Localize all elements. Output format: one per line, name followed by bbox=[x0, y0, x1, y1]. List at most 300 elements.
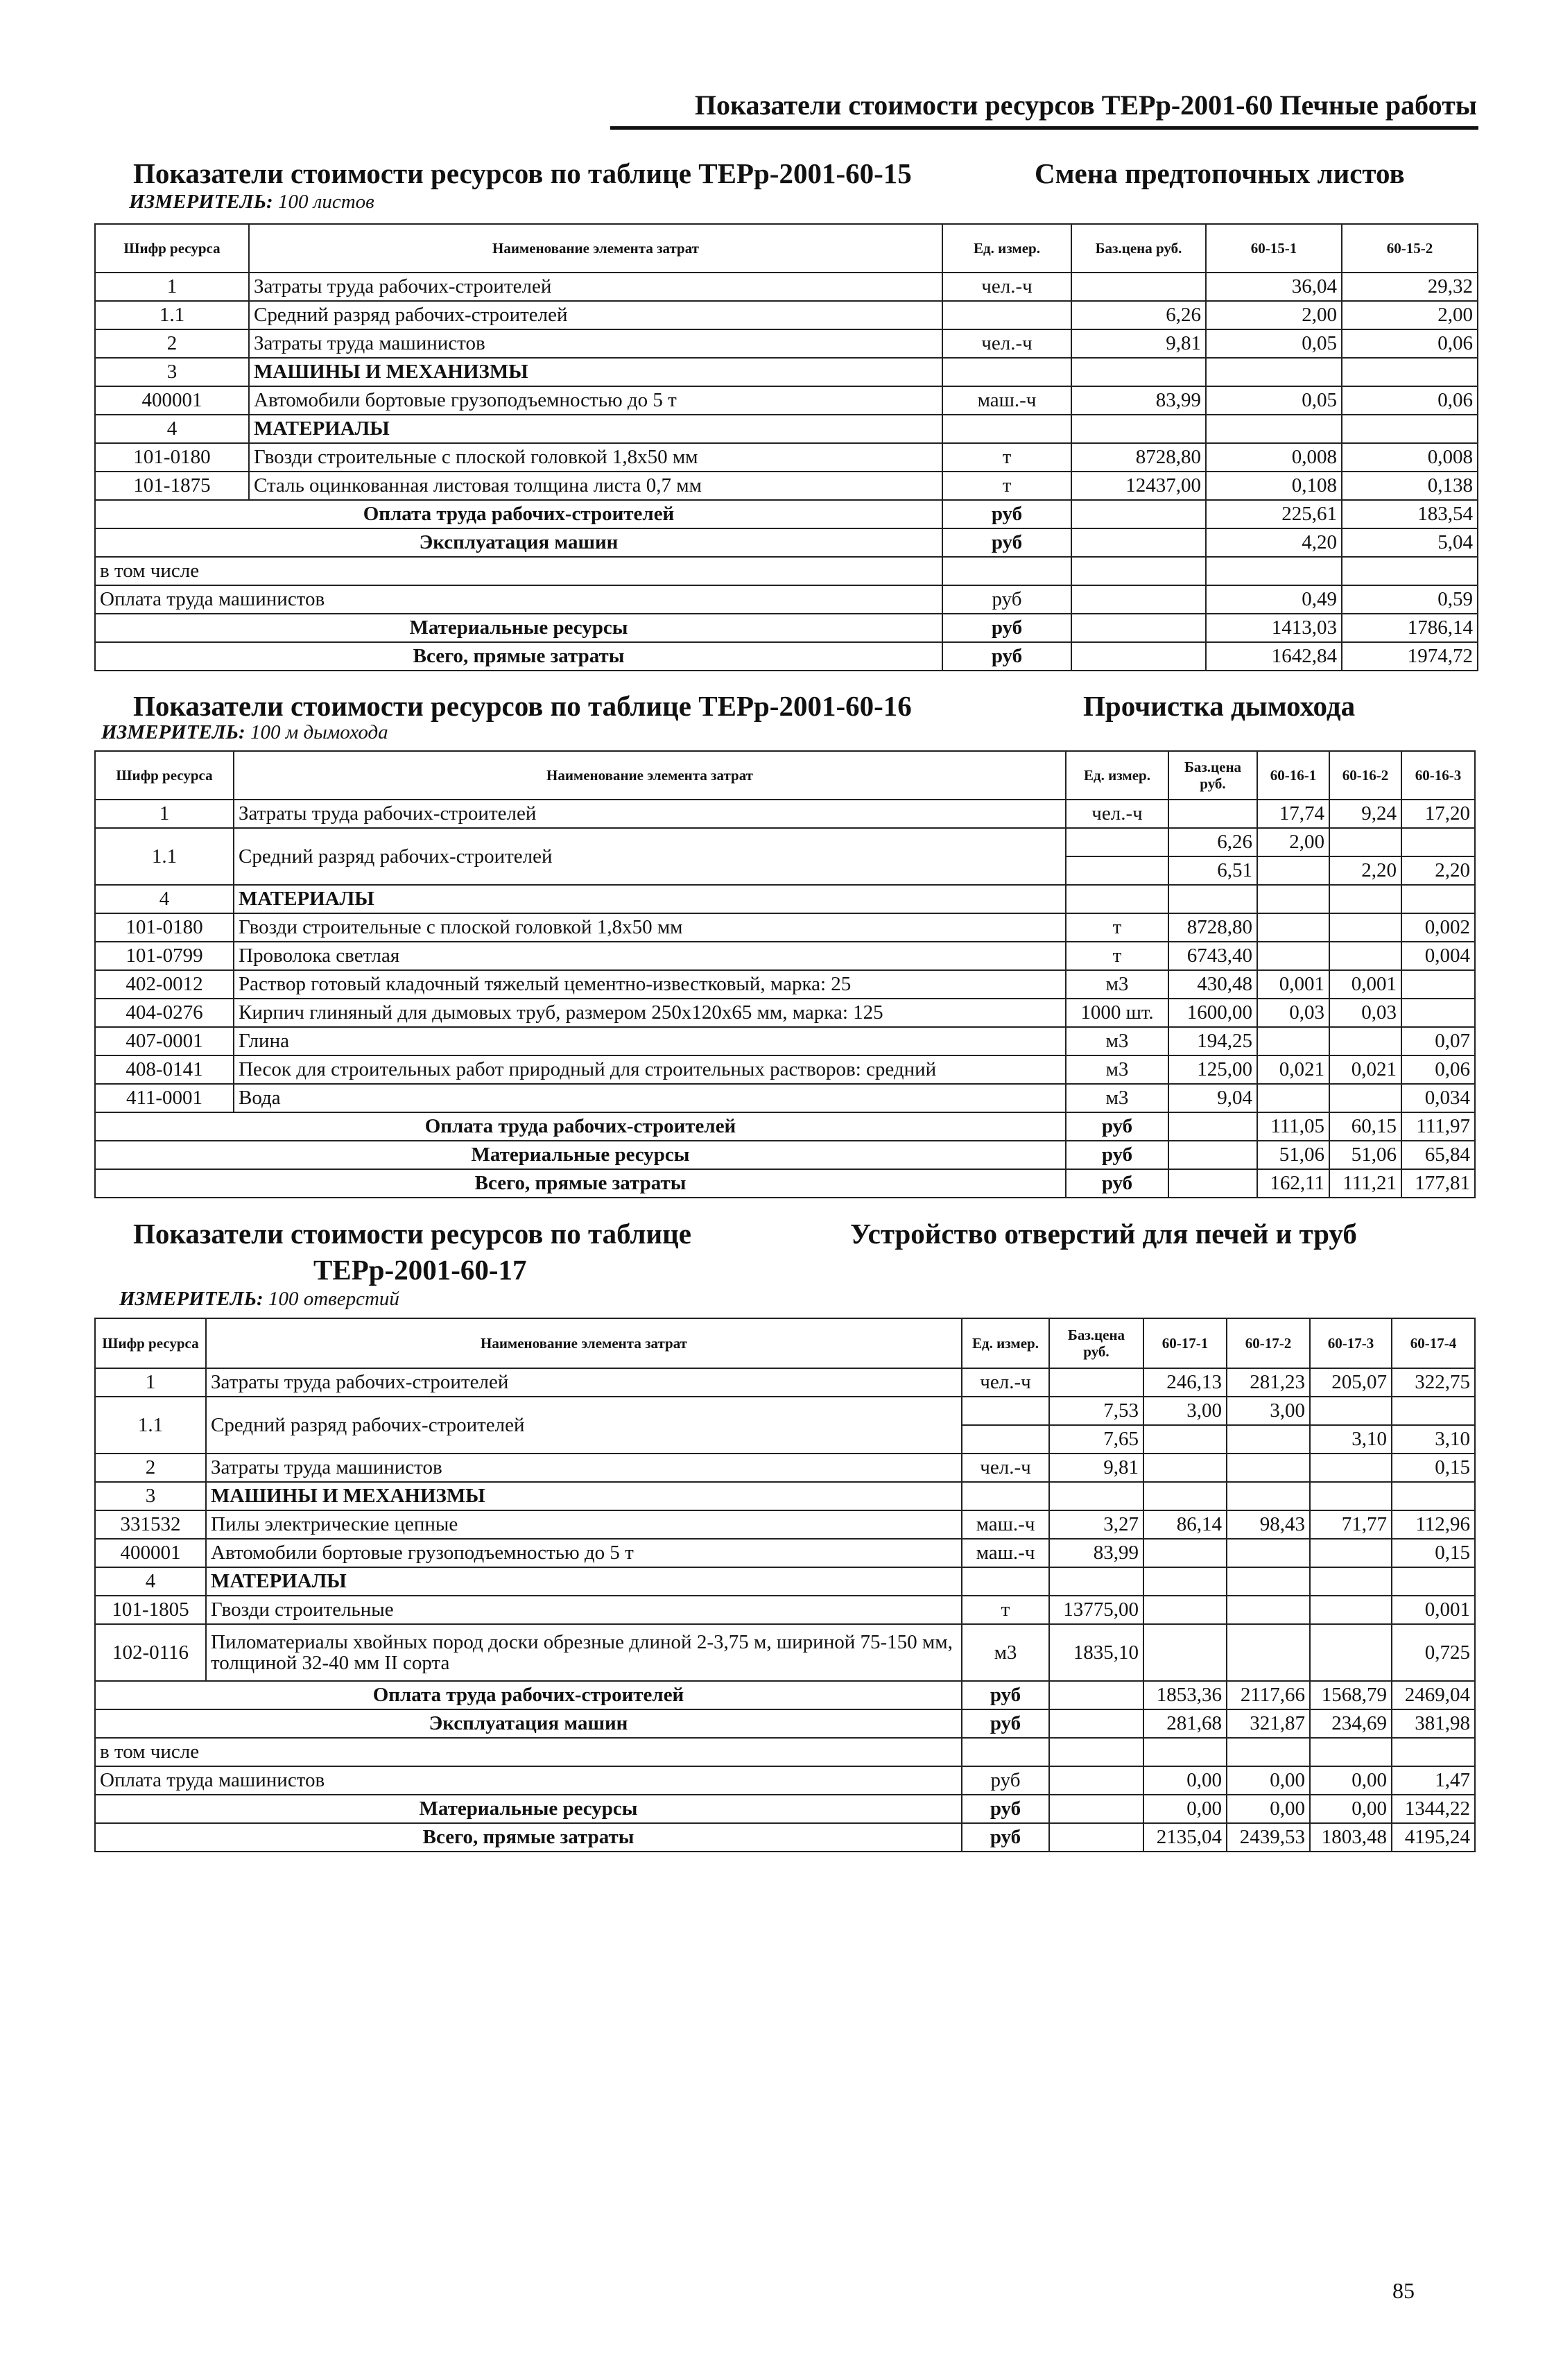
resource-name: Кирпич глиняный для дымовых труб, размером 250х120х65 мм, марка: 125 bbox=[234, 999, 1066, 1027]
unit-cell: руб bbox=[1066, 1169, 1168, 1198]
value-cell: 162,11 bbox=[1257, 1169, 1329, 1198]
resource-name: Песок для строительных работ природный для строительных растворов: средний bbox=[234, 1055, 1066, 1084]
col-header-code-2: 60-16-2 bbox=[1329, 751, 1401, 800]
table-row bbox=[95, 1624, 1475, 1681]
resource-code: 4 bbox=[95, 1567, 206, 1596]
resource-name: Гвозди строительные с плоской головкой 1,8х50 мм bbox=[234, 913, 1066, 942]
table-row bbox=[95, 1482, 1475, 1510]
value-cell: 4,20 bbox=[1206, 528, 1342, 557]
section-15-title: Показатели стоимости ресурсов по таблице ТЕРр-2001-60-15 bbox=[133, 157, 912, 189]
unit-cell: т bbox=[962, 1596, 1049, 1624]
totals-row bbox=[95, 614, 1478, 642]
unit-cell: маш.-ч bbox=[962, 1510, 1049, 1539]
value-cell: 0,05 bbox=[1206, 386, 1342, 415]
resource-code: 101-0180 bbox=[95, 443, 249, 472]
resource-name: Затраты труда рабочих-строителей bbox=[234, 800, 1066, 828]
resource-name: Раствор готовый кладочный тяжелый цементно-известковый, марка: 25 bbox=[234, 970, 1066, 999]
resource-code: 101-0180 bbox=[95, 913, 234, 942]
value-cell bbox=[1392, 1482, 1475, 1510]
value-cell: 65,84 bbox=[1401, 1141, 1475, 1169]
value-cell bbox=[1257, 913, 1329, 942]
resource-code: 331532 bbox=[95, 1510, 206, 1539]
resource-code: 2 bbox=[95, 329, 249, 358]
resource-name: Затраты труда машинистов bbox=[206, 1454, 962, 1482]
value-cell: 4195,24 bbox=[1392, 1823, 1475, 1852]
base-price-cell bbox=[1049, 1681, 1143, 1709]
value-cell bbox=[1143, 1482, 1227, 1510]
base-price-cell bbox=[1071, 415, 1206, 443]
value-cell: 0,00 bbox=[1227, 1795, 1310, 1823]
base-price-cell bbox=[1049, 1795, 1143, 1823]
value-cell bbox=[1401, 885, 1475, 913]
value-cell: 3,10 bbox=[1310, 1425, 1392, 1454]
value-cell: 51,06 bbox=[1257, 1141, 1329, 1169]
group-heading: МАТЕРИАЛЫ bbox=[249, 415, 942, 443]
base-price-cell bbox=[1071, 642, 1206, 671]
col-header-code: Шифр ресурса bbox=[95, 224, 249, 273]
col-header-name: Наименование элемента затрат bbox=[249, 224, 942, 273]
base-price-cell: 12437,00 bbox=[1071, 472, 1206, 500]
resource-code: 101-1875 bbox=[95, 472, 249, 500]
value-cell bbox=[1310, 1624, 1392, 1681]
base-price-cell bbox=[1071, 585, 1206, 614]
value-cell bbox=[1310, 1482, 1392, 1510]
resource-code: 411-0001 bbox=[95, 1084, 234, 1112]
section-17-measure bbox=[119, 1288, 399, 1311]
base-price-cell bbox=[1168, 1112, 1257, 1141]
totals-label: Эксплуатация машин bbox=[95, 528, 942, 557]
unit-cell: т bbox=[942, 443, 1071, 472]
value-cell bbox=[1401, 828, 1475, 856]
value-cell: 0,021 bbox=[1329, 1055, 1401, 1084]
value-cell: 1803,48 bbox=[1310, 1823, 1392, 1852]
resource-name: Пилы электрические цепные bbox=[206, 1510, 962, 1539]
table-row bbox=[95, 1567, 1475, 1596]
value-cell bbox=[1310, 1454, 1392, 1482]
value-cell: 1642,84 bbox=[1206, 642, 1342, 671]
totals-row bbox=[95, 1709, 1475, 1738]
value-cell: 3,00 bbox=[1143, 1397, 1227, 1425]
value-cell bbox=[1206, 415, 1342, 443]
measure-label: ИЗМЕРИТЕЛЬ: bbox=[119, 1288, 264, 1310]
unit-cell bbox=[942, 415, 1071, 443]
base-price-cell bbox=[1071, 358, 1206, 386]
unit-cell: м3 bbox=[1066, 1027, 1168, 1055]
group-heading: МАШИНЫ И МЕХАНИЗМЫ bbox=[206, 1482, 962, 1510]
value-cell: 0,008 bbox=[1342, 443, 1478, 472]
value-cell bbox=[1257, 942, 1329, 970]
base-price-cell bbox=[1049, 1567, 1143, 1596]
base-price-cell bbox=[1071, 557, 1206, 585]
unit-cell: руб bbox=[962, 1681, 1049, 1709]
table-row bbox=[95, 273, 1478, 301]
value-cell bbox=[1227, 1567, 1310, 1596]
unit-cell bbox=[942, 358, 1071, 386]
unit-cell: м3 bbox=[962, 1624, 1049, 1681]
unit-cell: чел.-ч bbox=[962, 1454, 1049, 1482]
value-cell: 321,87 bbox=[1227, 1709, 1310, 1738]
base-price-cell: 1600,00 bbox=[1168, 999, 1257, 1027]
table-row bbox=[95, 1055, 1475, 1084]
value-cell bbox=[1310, 1539, 1392, 1567]
value-cell bbox=[1227, 1738, 1310, 1766]
resource-code: 3 bbox=[95, 358, 249, 386]
totals-row bbox=[95, 642, 1478, 671]
value-cell: 1,47 bbox=[1392, 1766, 1475, 1795]
base-price-cell: 9,04 bbox=[1168, 1084, 1257, 1112]
value-cell: 0,49 bbox=[1206, 585, 1342, 614]
table-row bbox=[95, 1510, 1475, 1539]
value-cell bbox=[1227, 1596, 1310, 1624]
unit-cell: т bbox=[1066, 913, 1168, 942]
table-row bbox=[95, 1084, 1475, 1112]
totals-label: Материальные ресурсы bbox=[95, 614, 942, 642]
col-header-name: Наименование элемента затрат bbox=[234, 751, 1066, 800]
value-cell bbox=[1329, 1027, 1401, 1055]
base-price-cell: 3,27 bbox=[1049, 1510, 1143, 1539]
unit-cell: маш.-ч bbox=[942, 386, 1071, 415]
unit-cell bbox=[962, 1567, 1049, 1596]
table-row bbox=[95, 913, 1475, 942]
value-cell: 1413,03 bbox=[1206, 614, 1342, 642]
value-cell: 2,00 bbox=[1257, 828, 1329, 856]
col-header-unit: Ед. измер. bbox=[942, 224, 1071, 273]
value-cell: 0,004 bbox=[1401, 942, 1475, 970]
value-cell: 86,14 bbox=[1143, 1510, 1227, 1539]
resource-code: 408-0141 bbox=[95, 1055, 234, 1084]
resource-code: 4 bbox=[95, 415, 249, 443]
value-cell bbox=[1310, 1738, 1392, 1766]
unit-cell: руб bbox=[942, 528, 1071, 557]
resource-name: Средний разряд рабочих-строителей bbox=[234, 828, 1066, 885]
totals-label: Оплата труда рабочих-строителей bbox=[95, 500, 942, 528]
base-price-cell bbox=[1049, 1766, 1143, 1795]
unit-cell: чел.-ч bbox=[942, 329, 1071, 358]
value-cell: 234,69 bbox=[1310, 1709, 1392, 1738]
value-cell: 246,13 bbox=[1143, 1368, 1227, 1397]
resource-name: Средний разряд рабочих-строителей bbox=[249, 301, 942, 329]
value-cell: 183,54 bbox=[1342, 500, 1478, 528]
value-cell: 60,15 bbox=[1329, 1112, 1401, 1141]
table-60-16 bbox=[94, 750, 1476, 1198]
resource-code: 1 bbox=[95, 1368, 206, 1397]
base-price-cell: 125,00 bbox=[1168, 1055, 1257, 1084]
base-price-cell: 9,81 bbox=[1071, 329, 1206, 358]
col-header-code-4: 60-17-4 bbox=[1392, 1318, 1475, 1368]
value-cell bbox=[1342, 415, 1478, 443]
unit-cell: м3 bbox=[1066, 1055, 1168, 1084]
totals-row bbox=[95, 585, 1478, 614]
value-cell: 322,75 bbox=[1392, 1368, 1475, 1397]
totals-label: Материальные ресурсы bbox=[95, 1795, 962, 1823]
base-price-cell bbox=[1049, 1738, 1143, 1766]
table-row bbox=[95, 1539, 1475, 1567]
value-cell: 1786,14 bbox=[1342, 614, 1478, 642]
value-cell: 0,001 bbox=[1392, 1596, 1475, 1624]
value-cell: 3,10 bbox=[1392, 1425, 1475, 1454]
totals-label: Оплата труда рабочих-строителей bbox=[95, 1681, 962, 1709]
resource-code: 402-0012 bbox=[95, 970, 234, 999]
value-cell bbox=[1143, 1567, 1227, 1596]
value-cell bbox=[1329, 828, 1401, 856]
measure-label: ИЗМЕРИТЕЛЬ: bbox=[129, 191, 273, 213]
value-cell: 5,04 bbox=[1342, 528, 1478, 557]
base-price-cell: 194,25 bbox=[1168, 1027, 1257, 1055]
value-cell bbox=[1257, 1084, 1329, 1112]
value-cell bbox=[1401, 970, 1475, 999]
value-cell bbox=[1310, 1596, 1392, 1624]
unit-cell: чел.-ч bbox=[1066, 800, 1168, 828]
value-cell bbox=[1143, 1624, 1227, 1681]
resource-name: Пиломатериалы хвойных пород доски обрезные длиной 2-3,75 м, шириной 75-150 мм, толщиной 32-40 мм II сорта bbox=[206, 1624, 962, 1681]
value-cell bbox=[1143, 1738, 1227, 1766]
resource-code: 404-0276 bbox=[95, 999, 234, 1027]
resource-code: 4 bbox=[95, 885, 234, 913]
value-cell: 0,138 bbox=[1342, 472, 1478, 500]
section-17-title: Показатели стоимости ресурсов по таблице bbox=[133, 1218, 692, 1250]
resource-code: 2 bbox=[95, 1454, 206, 1482]
resource-name: Затраты труда рабочих-строителей bbox=[206, 1368, 962, 1397]
col-header-code-1: 60-15-1 bbox=[1206, 224, 1342, 273]
col-header-unit: Ед. измер. bbox=[962, 1318, 1049, 1368]
unit-cell bbox=[962, 1397, 1049, 1425]
value-cell bbox=[1329, 1084, 1401, 1112]
value-cell: 112,96 bbox=[1392, 1510, 1475, 1539]
col-header-code: Шифр ресурса bbox=[95, 751, 234, 800]
value-cell: 0,00 bbox=[1227, 1766, 1310, 1795]
value-cell: 2439,53 bbox=[1227, 1823, 1310, 1852]
table-60-15 bbox=[94, 223, 1478, 671]
page-number: 85 bbox=[1392, 2278, 1415, 2303]
value-cell: 0,021 bbox=[1257, 1055, 1329, 1084]
value-cell bbox=[1206, 358, 1342, 386]
unit-cell: 1000 шт. bbox=[1066, 999, 1168, 1027]
resource-code: 407-0001 bbox=[95, 1027, 234, 1055]
col-header-code-3: 60-16-3 bbox=[1401, 751, 1475, 800]
value-cell bbox=[1227, 1482, 1310, 1510]
table-row bbox=[95, 301, 1478, 329]
resource-name: Глина bbox=[234, 1027, 1066, 1055]
totals-row bbox=[95, 1795, 1475, 1823]
totals-row bbox=[95, 1766, 1475, 1795]
base-price-cell: 8728,80 bbox=[1168, 913, 1257, 942]
resource-code: 101-1805 bbox=[95, 1596, 206, 1624]
value-cell bbox=[1227, 1539, 1310, 1567]
unit-cell: руб bbox=[962, 1766, 1049, 1795]
unit-cell: руб bbox=[962, 1709, 1049, 1738]
unit-cell: руб bbox=[962, 1795, 1049, 1823]
resource-name: Вода bbox=[234, 1084, 1066, 1112]
value-cell bbox=[1401, 999, 1475, 1027]
unit-cell: т bbox=[1066, 942, 1168, 970]
base-price-cell bbox=[1168, 800, 1257, 828]
base-price-cell bbox=[1071, 273, 1206, 301]
unit-cell bbox=[962, 1482, 1049, 1510]
unit-cell: м3 bbox=[1066, 970, 1168, 999]
value-cell bbox=[1257, 1027, 1329, 1055]
value-cell bbox=[1143, 1454, 1227, 1482]
value-cell: 381,98 bbox=[1392, 1709, 1475, 1738]
col-header-name: Наименование элемента затрат bbox=[206, 1318, 962, 1368]
unit-cell bbox=[1066, 885, 1168, 913]
unit-cell: т bbox=[942, 472, 1071, 500]
running-header: Показатели стоимости ресурсов ТЕРр-2001-60 Печные работы bbox=[694, 89, 1477, 121]
base-price-cell: 83,99 bbox=[1049, 1539, 1143, 1567]
unit-cell: маш.-ч bbox=[962, 1539, 1049, 1567]
measure-value: 100 листов bbox=[277, 191, 374, 213]
totals-label: в том числе bbox=[95, 1738, 962, 1766]
base-price-cell bbox=[1071, 500, 1206, 528]
value-cell: 111,97 bbox=[1401, 1112, 1475, 1141]
col-header-code-3: 60-17-3 bbox=[1310, 1318, 1392, 1368]
value-cell: 2117,66 bbox=[1227, 1681, 1310, 1709]
value-cell: 177,81 bbox=[1401, 1169, 1475, 1198]
value-cell bbox=[1392, 1738, 1475, 1766]
table-row bbox=[95, 443, 1478, 472]
header-rule bbox=[610, 126, 1478, 130]
base-price-cell bbox=[1168, 885, 1257, 913]
totals-row bbox=[95, 1112, 1475, 1141]
col-header-price: Баз.цена руб. bbox=[1168, 751, 1257, 800]
table-row bbox=[95, 329, 1478, 358]
col-header-code-2: 60-15-2 bbox=[1342, 224, 1478, 273]
value-cell: 0,00 bbox=[1310, 1766, 1392, 1795]
table-row bbox=[95, 415, 1478, 443]
col-header-code-1: 60-17-1 bbox=[1143, 1318, 1227, 1368]
value-cell bbox=[1227, 1425, 1310, 1454]
value-cell bbox=[1342, 557, 1478, 585]
table-row bbox=[95, 1397, 1475, 1425]
value-cell: 281,23 bbox=[1227, 1368, 1310, 1397]
group-heading: МАШИНЫ И МЕХАНИЗМЫ bbox=[249, 358, 942, 386]
value-cell bbox=[1143, 1425, 1227, 1454]
base-price-cell: 7,65 bbox=[1049, 1425, 1143, 1454]
totals-row bbox=[95, 1169, 1475, 1198]
value-cell bbox=[1392, 1567, 1475, 1596]
resource-code: 101-0799 bbox=[95, 942, 234, 970]
unit-cell: руб bbox=[1066, 1112, 1168, 1141]
value-cell bbox=[1329, 885, 1401, 913]
base-price-cell bbox=[1049, 1709, 1143, 1738]
value-cell: 0,03 bbox=[1329, 999, 1401, 1027]
value-cell bbox=[1143, 1596, 1227, 1624]
value-cell: 17,20 bbox=[1401, 800, 1475, 828]
totals-label: Всего, прямые затраты bbox=[95, 642, 942, 671]
resource-name: Сталь оцинкованная листовая толщина листа 0,7 мм bbox=[249, 472, 942, 500]
resource-code: 102-0116 bbox=[95, 1624, 206, 1681]
col-header-price: Баз.цена руб. bbox=[1049, 1318, 1143, 1368]
table-header-row bbox=[95, 1318, 1475, 1368]
table-header-row bbox=[95, 751, 1475, 800]
unit-cell: чел.-ч bbox=[942, 273, 1071, 301]
measure-value: 100 отверстий bbox=[268, 1288, 399, 1310]
value-cell bbox=[1329, 942, 1401, 970]
value-cell: 0,06 bbox=[1401, 1055, 1475, 1084]
value-cell: 0,59 bbox=[1342, 585, 1478, 614]
base-price-cell: 6,51 bbox=[1168, 856, 1257, 885]
measure-value: 100 м дымохода bbox=[250, 721, 388, 743]
value-cell bbox=[1329, 913, 1401, 942]
value-cell: 0,06 bbox=[1342, 329, 1478, 358]
value-cell: 2,20 bbox=[1401, 856, 1475, 885]
unit-cell: руб bbox=[942, 500, 1071, 528]
totals-row bbox=[95, 1681, 1475, 1709]
totals-row bbox=[95, 1141, 1475, 1169]
table-row bbox=[95, 942, 1475, 970]
value-cell: 2,00 bbox=[1342, 301, 1478, 329]
resource-name: Затраты труда машинистов bbox=[249, 329, 942, 358]
resource-name: Автомобили бортовые грузоподъемностью до 5 т bbox=[206, 1539, 962, 1567]
totals-row bbox=[95, 500, 1478, 528]
resource-code: 1 bbox=[95, 800, 234, 828]
value-cell: 1974,72 bbox=[1342, 642, 1478, 671]
base-price-cell: 6,26 bbox=[1168, 828, 1257, 856]
table-60-17 bbox=[94, 1318, 1476, 1852]
base-price-cell: 7,53 bbox=[1049, 1397, 1143, 1425]
unit-cell: руб bbox=[942, 614, 1071, 642]
value-cell: 0,03 bbox=[1257, 999, 1329, 1027]
value-cell: 71,77 bbox=[1310, 1510, 1392, 1539]
value-cell: 1568,79 bbox=[1310, 1681, 1392, 1709]
value-cell: 0,15 bbox=[1392, 1454, 1475, 1482]
resource-code: 1.1 bbox=[95, 1397, 206, 1454]
value-cell: 2,20 bbox=[1329, 856, 1401, 885]
section-16-title: Показатели стоимости ресурсов по таблице ТЕРр-2001-60-16 bbox=[133, 690, 912, 722]
col-header-code-2: 60-17-2 bbox=[1227, 1318, 1310, 1368]
base-price-cell bbox=[1071, 528, 1206, 557]
table-row bbox=[95, 1027, 1475, 1055]
resource-name: Затраты труда рабочих-строителей bbox=[249, 273, 942, 301]
totals-label: Оплата труда машинистов bbox=[95, 585, 942, 614]
section-17-title-line2: ТЕРр-2001-60-17 bbox=[313, 1254, 527, 1286]
col-header-code-1: 60-16-1 bbox=[1257, 751, 1329, 800]
unit-cell bbox=[962, 1738, 1049, 1766]
value-cell: 225,61 bbox=[1206, 500, 1342, 528]
value-cell: 3,00 bbox=[1227, 1397, 1310, 1425]
resource-name: Гвозди строительные bbox=[206, 1596, 962, 1624]
totals-row bbox=[95, 557, 1478, 585]
value-cell: 0,001 bbox=[1329, 970, 1401, 999]
base-price-cell bbox=[1049, 1368, 1143, 1397]
value-cell bbox=[1310, 1567, 1392, 1596]
base-price-cell: 6,26 bbox=[1071, 301, 1206, 329]
value-cell bbox=[1143, 1539, 1227, 1567]
totals-label: Всего, прямые затраты bbox=[95, 1169, 1066, 1198]
value-cell bbox=[1227, 1624, 1310, 1681]
base-price-cell: 9,81 bbox=[1049, 1454, 1143, 1482]
resource-code: 400001 bbox=[95, 1539, 206, 1567]
value-cell: 9,24 bbox=[1329, 800, 1401, 828]
table-row bbox=[95, 1368, 1475, 1397]
section-16-subtitle: Прочистка дымохода bbox=[1083, 690, 1356, 722]
table-row bbox=[95, 358, 1478, 386]
section-15-subtitle: Смена предтопочных листов bbox=[1035, 157, 1405, 189]
value-cell: 1344,22 bbox=[1392, 1795, 1475, 1823]
value-cell: 0,034 bbox=[1401, 1084, 1475, 1112]
section-15-measure bbox=[129, 191, 374, 214]
resource-code: 3 bbox=[95, 1482, 206, 1510]
totals-label: в том числе bbox=[95, 557, 942, 585]
totals-label: Эксплуатация машин bbox=[95, 1709, 962, 1738]
table-row bbox=[95, 999, 1475, 1027]
base-price-cell bbox=[1049, 1482, 1143, 1510]
value-cell: 36,04 bbox=[1206, 273, 1342, 301]
section-17-subtitle: Устройство отверстий для печей и труб bbox=[850, 1218, 1357, 1250]
table-row bbox=[95, 386, 1478, 415]
totals-row bbox=[95, 528, 1478, 557]
table-row bbox=[95, 472, 1478, 500]
base-price-cell: 430,48 bbox=[1168, 970, 1257, 999]
